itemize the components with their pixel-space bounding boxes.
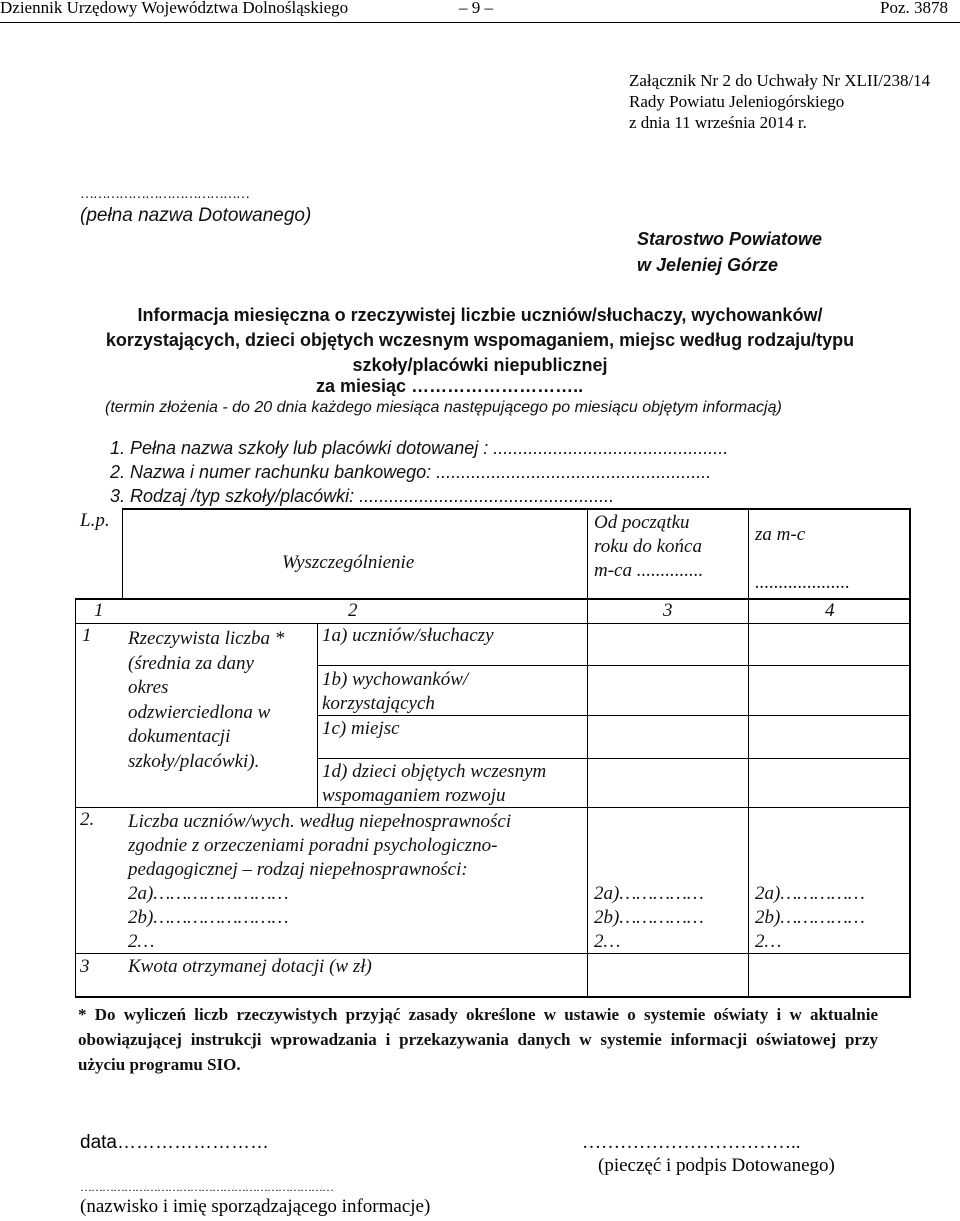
annex-line-3: z dnia 11 września 2014 r.	[629, 113, 807, 132]
col-num-3: 3	[663, 600, 673, 621]
col-desc-header: Wyszczególnienie	[282, 552, 415, 573]
name-dots: ……………………………………………………………	[80, 1180, 333, 1194]
item-3: 3. Rodzaj /typ szkoły/placówki: ...................................................	[110, 486, 615, 506]
form-title-3: szkoły/placówki niepublicznej	[352, 355, 608, 375]
form-title-1: Informacja miesięczna o rzeczywistej liczbie uczniów/słuchaczy, wychowanków/	[137, 305, 823, 325]
row-1c-border	[317, 758, 910, 759]
footnote: * Do wyliczeń liczb rzeczywistych przyjąć zasady określone w ustawie o systemie oświaty i w aktualnie obowiązującej instrukcji wprowadzania i przekazywania danych w systemie informacji oświatowej przy użyciu programu SIO.	[78, 1005, 878, 1074]
col3-divider	[587, 508, 588, 998]
annex-block	[629, 70, 930, 133]
table-nums-border	[75, 623, 910, 624]
month-line: za miesiąc ………………………..	[316, 376, 584, 396]
name-label: (nazwisko i imię sporządzającego informacje)	[80, 1196, 431, 1217]
row-1a-label: 1a) uczniów/słuchaczy	[322, 625, 494, 646]
stamp-label: (pieczęć i podpis Dotowanego)	[598, 1155, 835, 1176]
row-1-label: Rzeczywista liczba * (średnia za dany okres odzwierciedlona w dokumentacji szkoły/placówki).	[128, 628, 285, 772]
row-1d-label: 1d) dzieci objętych wczesnym wspomaganiem rozwoju	[322, 761, 547, 806]
recipient-dots: …………………………………	[80, 187, 249, 202]
col3-header: Od początku roku do końca m-ca ..............	[594, 512, 704, 581]
journal-title: Dziennik Urzędowy Województwa Dolnośląskiego	[0, 0, 349, 17]
col-num-4: 4	[825, 600, 835, 621]
item-1: 1. Pełna nazwa szkoły lub placówki dotowanej : ...............................................	[110, 438, 729, 458]
row-2-label: Liczba uczniów/wych. według niepełnosprawności zgodnie z orzeczeniami poradni psychologiczno- pedagogicznej – rodzaj niepełnosprawności: 2a)…………………… 2b)…………………… 2…	[128, 811, 512, 952]
deadline-note: (termin złożenia - do 20 dnia każdego miesiąca następującego po miesiącu objętym informacją)	[105, 399, 782, 416]
col-num-1: 1	[94, 600, 104, 621]
col-lp-header: L.p.	[80, 510, 110, 531]
annex-line-2: Rady Powiatu Jeleniogórskiego	[629, 92, 845, 111]
row-3-lp: 3	[80, 956, 90, 977]
sub-divider	[317, 624, 318, 808]
annex-line-1: Załącznik Nr 2 do Uchwały Nr XLII/238/14	[629, 71, 931, 90]
header-divider	[0, 22, 960, 23]
date-field: data……………………	[80, 1132, 269, 1153]
stamp-dots: ……………………………..	[582, 1132, 801, 1153]
row-3-label: Kwota otrzymanej dotacji (w zł)	[128, 956, 372, 977]
table-bottom-border	[75, 996, 910, 998]
addressee-line-1: Starostwo Powiatowe	[637, 229, 823, 249]
table-top-border	[122, 508, 910, 510]
row-1-lp: 1	[82, 625, 92, 646]
col4-header: za m-c ....................	[755, 524, 850, 593]
row-2-lp: 2.	[80, 809, 95, 830]
col-num-2: 2	[348, 600, 358, 621]
row-1c-label: 1c) miejsc	[322, 718, 400, 739]
page-number: – 9 –	[459, 0, 493, 17]
position-number: Poz. 3878	[880, 0, 948, 17]
recipient-label: (pełna nazwa Dotowanego)	[80, 205, 312, 226]
table-left-border	[75, 598, 76, 998]
addressee-line-2: w Jeleniej Górze	[637, 255, 779, 275]
form-title-2: korzystających, dzieci objętych wczesnym wspomaganiem, miejsc według rodzaju/typu	[105, 330, 855, 350]
lp-divider	[122, 508, 123, 600]
row-1b-label: 1b) wychowanków/ korzystających	[322, 669, 469, 714]
row-1a-border	[317, 665, 910, 666]
row-2-col4: 2a)…………… 2b)…………… 2…	[755, 883, 865, 952]
item-2: 2. Nazwa i numer rachunku bankowego: .......................................................	[110, 462, 712, 482]
col4-divider	[748, 508, 749, 998]
row-2-col3: 2a)…………… 2b)…………… 2…	[594, 883, 704, 952]
table-right-border	[909, 508, 911, 998]
